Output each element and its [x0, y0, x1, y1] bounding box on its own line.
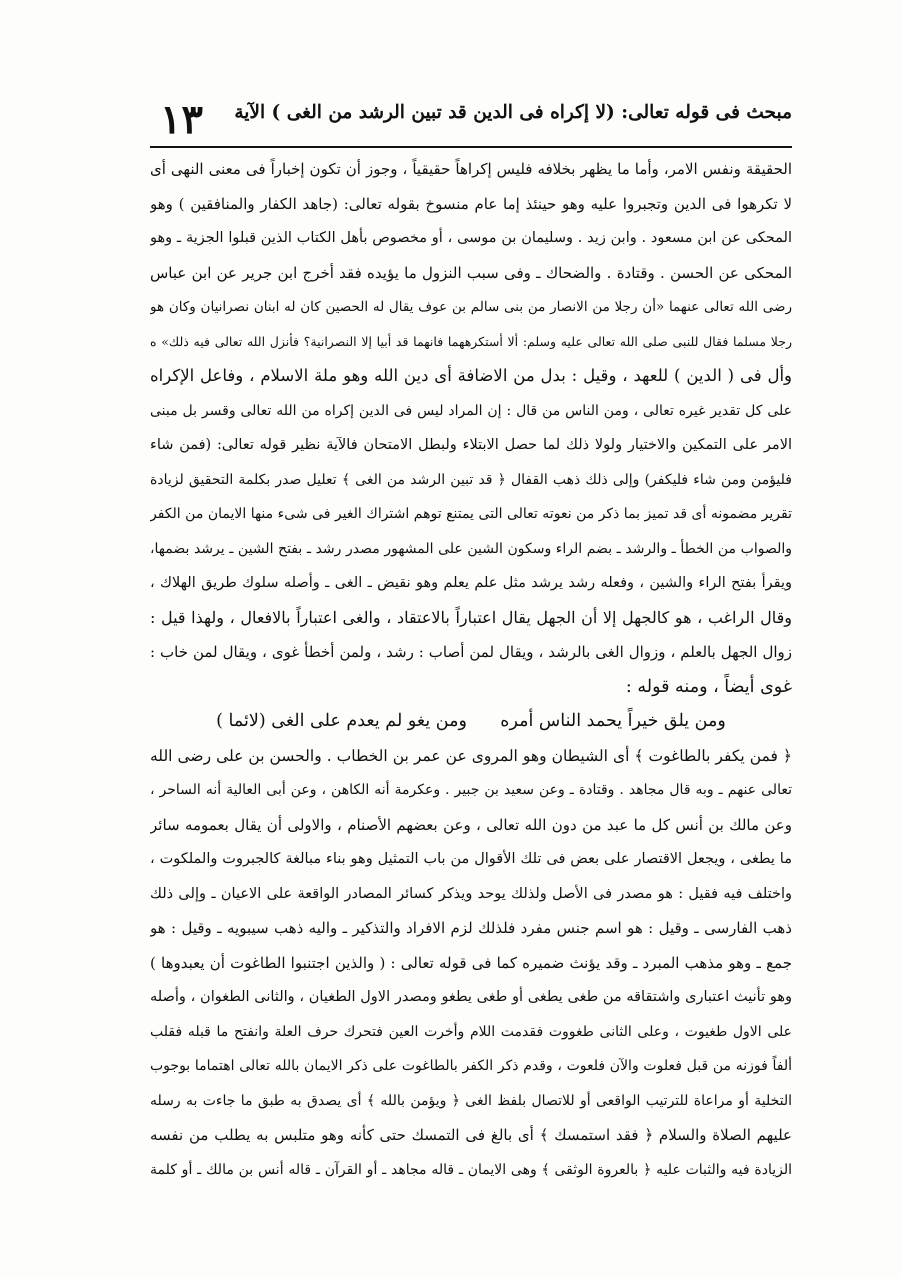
text-line: ألفاً فوزنه من قبل فعلوت والآن فلعوت ، وقدم ذكر الكفر بالطاغوت على ذكر الايمان بالله تعالى اهتماما بوجوب [150, 1058, 792, 1074]
text-line: والصواب من الخطأ ـ والرشد ـ بضم الراء وسكون الشين على المشهور مصدر رشد ـ بفتح الشين ـ يرشد بضمها، [150, 540, 792, 557]
text-line: التخلية أو مراعاة للترتيب الواقعى أو للاتصال بلفظ الغى ﴿ ويؤمن بالله ﴾ أى يصدق به طبق ما جاءت به رسله [150, 1092, 792, 1109]
text-line: ويقرأ بفتح الراء والشين ، وفعله رشد يرشد مثل علم يعلم وهو نقيض ـ الغى ـ وأصله سلوك طريق الهلاك ، [150, 575, 792, 591]
text-line: وهو تأنيث اعتبارى واشتقاقه من طغى يطغى أو طغى يطغو ومصدر الاول الطغيان ، والثانى الطغوان ، وأصله [150, 989, 792, 1005]
text-line: جمع ـ وهو مذهب المبرد ـ وقد يؤنث ضميره كما فى قوله تعالى : ( والذين اجتنبوا الطاغوت أن يعبدوها ) [150, 953, 792, 972]
text-line: وأل فى ( الدين ) للعهد ، وقيل : بدل من الاضافة أى دين الله وهو ملة الاسلام ، وفاعل الإكراه [150, 366, 792, 385]
page-header [150, 96, 792, 146]
text-line: على كل تقدير غيره تعالى ، ومن الناس من قال : إن المراد ليس فى الدين إكراه من الله تعالى وقسر بل مبنى [150, 402, 792, 419]
text-line: غوى أيضاً ، ومنه قوله : [625, 676, 792, 697]
page-body [150, 152, 792, 1187]
text-line: ما يطغى ، ويجعل الاقتصار على بعض فى تلك الأقوال من باب التمثيل وهو بناء مبالغة كالجبروت والملكوت ، [150, 851, 792, 867]
text-line: رجلا مسلما فقال للنبى صلى الله تعالى عليه وسلم: ألا أستكرههما فانهما قد أبيا إلا النصرانية؟ فأنزل الله تعالى فيه ذلك» ه [150, 333, 792, 349]
text-line: زوال الجهل بالعلم ، وزوال الغى بالرشد ، ويقال لمن أصاب : رشد ، ولمن أخطأ غوى ، ويقال لمن خاب : [150, 643, 792, 661]
text-line: لا تكرهوا فى الدين وتجبروا عليه وهو حينئذ إما عام منسوخ بقوله تعالى: (جاهد الكفار والمنافقين ) وهو [150, 194, 792, 213]
text-line: تقرير مضمونه أى قد تميز بما ذكر من نعوته تعالى التى يمتنع توهم اشتراك الغير فى شىء منها الايمان من الكفر [150, 506, 792, 522]
text-line: الحقيقة ونفس الامر، وأما ما يظهر بخلافه فليس إكراهاً حقيقياً ، وجوز أن تكون إخباراً فى معنى النهى أى [150, 160, 792, 178]
text-line: الزيادة فيه والثبات عليه ﴿ بالعروة الوثقى ﴾ وهى الايمان ـ قاله مجاهد ـ أو القرآن ـ قاله أنس بن مالك ـ أو كلمة [150, 1161, 792, 1178]
text-line: وقال الراغب ، هو كالجهل إلا أن الجهل يقال اعتباراً بالاعتقاد ، والغى اعتباراً بالافعال ، ولهذا قيل : [150, 607, 792, 627]
text-line: رضى الله تعالى عنهما «أن رجلا من الانصار من بنى سالم بن عوف يقال له الحصين كان له ابنان نصرانيان وكان هو [150, 299, 792, 315]
text-line: وعن مالك بن أنس كل ما عبد من دون الله تعالى ، وعن بعضهم الأصنام ، والاولى أن يقال بعمومه سائر [150, 815, 792, 834]
text-line: تعالى عنهم ـ وبه قال مجاهد . وقتادة ـ وعن سعيد بن جبير . وعكرمة أنه الكاهن ، وعن أبى العالية أنه الساحر ، [150, 782, 792, 798]
page-number: ١٣ [160, 96, 203, 143]
text-line: المحكى عن الحسن . وقتادة . والضحاك ـ وفى سبب النزول ما يؤيده فقد أخرج ابن جرير عن ابن عباس [150, 263, 792, 282]
text-line: الامر على التمكين والاختيار ولولا ذلك لما حصل الابتلاء ولبطل الامتحان فالآية نظير قوله تعالى: (فمن شاء [150, 437, 792, 453]
text-line: ﴿ فمن يكفر بالطاغوت ﴾ أى الشيطان وهو المروى عن عمر بن الخطاب . والحسن بن على رضى الله [150, 746, 792, 765]
text-line: عليهم الصلاة والسلام ﴿ فقد استمسك ﴾ أى بالغ فى التمسك حتى كأنه وهو متلبس به يطلب من نفسه [150, 1126, 792, 1144]
running-title: مبحث فى قوله تعالى: (لا إكراه فى الدين قد تبين الرشد من الغى ) الآية [234, 102, 792, 123]
text-line: واختلف فيه فقيل : هو مصدر فى الأصل ولذلك يوحد ويذكر كسائر المصادر الواقعة على الاعيان ـ وإلى ذلك [150, 885, 792, 902]
text-line: المحكى عن ابن مسعود . وابن زيد . وسليمان بن موسى ، أو مخصوص بأهل الكتاب الذين قبلوا الجزية ـ وهو [150, 230, 792, 246]
text-line: ذهب الفارسى ـ وقيل : هو اسم جنس مفرد فلذلك لزم الافراد والتذكير ـ واليه ذهب سيبويه ـ وقيل : هو [150, 919, 792, 937]
poetry-verse: ومن يلق خيراً يحمد الناس أمره ومن يغو لم يعدم على الغى (لائما ) [216, 711, 726, 731]
text-line: على الاول طغيوت ، وعلى الثانى طغووت فقدمت اللام وأخرت العين فتحرك حرف العلة وانفتح ما قبله فقلب [150, 1023, 792, 1040]
text-line: فليؤمن ومن شاء فليكفر) وإلى ذلك ذهب القفال ﴿ قد تبين الرشد من الغى ﴾ تعليل صدر بكلمة التحقيق لزيادة [150, 471, 792, 488]
header-rule [150, 146, 792, 148]
